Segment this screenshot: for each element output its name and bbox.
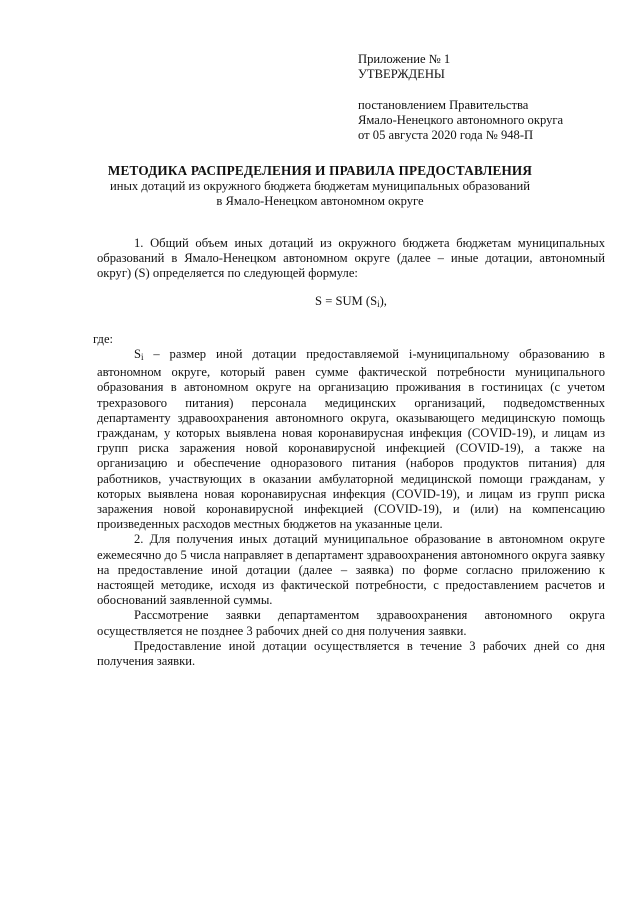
title-sub-line-1: иных дотаций из окружного бюджета бюджетам муниципальных образований	[109, 179, 530, 193]
paragraph-1: 1. Общий объем иных дотаций из окружного бюджета бюджетам муниципальных образований в Ямало-Ненецком автономном округе (далее – иные дотации, автономный округ) (S) определяется по следующей формуле:	[97, 236, 605, 281]
decree-line-3: от 05 августа 2020 года № 948-П	[358, 128, 534, 142]
document-title	[60, 163, 580, 209]
si-symbol: S	[134, 347, 142, 362]
si-subscript: i	[141, 352, 144, 363]
si-text: – размер иной дотации предоставляемой i-муниципальному образованию в автономном округе, который равен сумме фактической потребности муниципального образования в автономном округе на организацию проживания в гостиницах (с учетом трехразового питания) персонала медицинских организаций, подведомственных департаменту здравоохранения автономного округа, оказывающего медицинскую помощь гражданам, у которых выявлена новая коронавирусная инфекция (COVID-19), и лицам из групп риска заражения новой коронавирусной инфекцией (COVID-19), а также на организацию и обеспечение одноразового питания (наборов продуктов питания) для работников, участвующих в оказании амбулаторной медицинской помощи гражданам, у которых выявлена новая коронавирусная инфекция (COVID-19), и лицам из групп риска заражения новой коронавирусной инфекцией (COVID-19), и (или) на компенсацию произведенных расходов местных бюджетов на указанные цели.	[97, 347, 605, 532]
formula	[97, 294, 605, 312]
approved-label: УТВЕРЖДЕНЫ	[358, 67, 445, 81]
formula-subscript: i	[377, 298, 380, 309]
title-sub-line-2: в Ямало-Ненецком автономном округе	[216, 194, 424, 208]
formula-prefix: S = SUM (S	[315, 293, 378, 308]
si-definition	[97, 347, 605, 532]
where-label: где:	[93, 331, 114, 346]
decree-line-1: постановлением Правительства	[358, 98, 529, 112]
decree-line-2: Ямало-Ненецкого автономного округа	[358, 113, 564, 127]
approval-header	[358, 52, 618, 143]
paragraph-2: 2. Для получения иных дотаций муниципальное образование в автономном округе ежемесячно до 5 числа направляет в департамент здравоохранения автономного округа заявку на предоставление иной дотации (далее – заявка) по форме согласно приложению к настоящей методике, исходя из фактической потребности, с предоставлением расчетов и обоснований заявленной суммы.	[97, 532, 605, 608]
appendix-label: Приложение № 1	[358, 52, 451, 66]
paragraph-3: Рассмотрение заявки департаментом здравоохранения автономного округа осуществляется не позднее 3 рабочих дней со дня получения заявки.	[97, 608, 605, 638]
document-body	[93, 236, 605, 669]
title-main: МЕТОДИКА РАСПРЕДЕЛЕНИЯ И ПРАВИЛА ПРЕДОСТАВЛЕНИЯ	[107, 163, 533, 178]
paragraph-4: Предоставление иной дотации осуществляется в течение 3 рабочих дней со дня получения заявки.	[97, 638, 605, 669]
formula-suffix: ),	[379, 293, 387, 308]
